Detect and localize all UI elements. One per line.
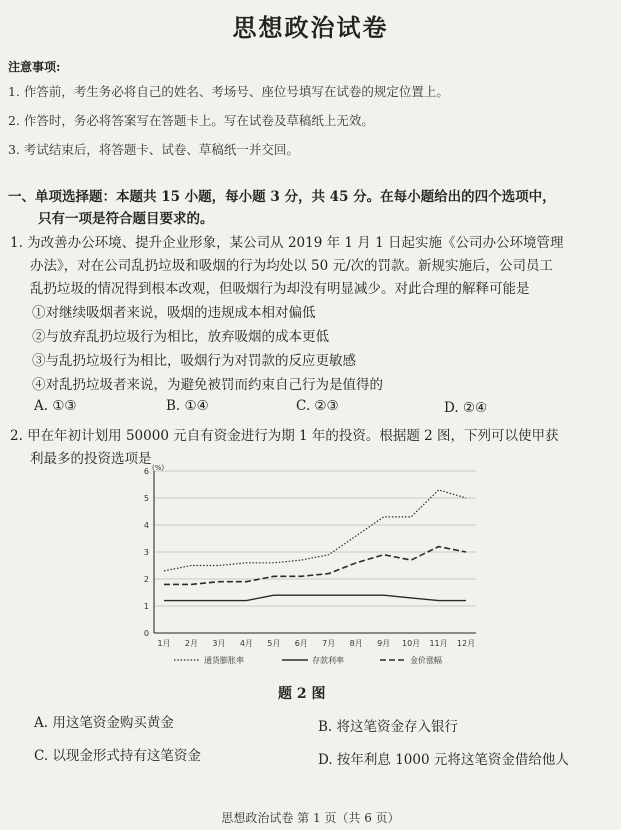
section-heading: 一、单项选择题：本题共 15 小题，每小题 3 分，共 45 分。在每小题给出的四个选项中， (8, 189, 556, 205)
q2-option-b: B. 将这笔资金存入银行 (318, 719, 459, 735)
y-tick-label: 2 (143, 575, 149, 584)
x-tick-label: 3月 (212, 639, 226, 648)
series-line-1 (164, 595, 466, 600)
chart-series (164, 490, 466, 601)
notice-item: 3. 考试结束后，将答题卡、试卷、草稿纸一并交回。 (8, 142, 299, 157)
q1-option-c: C. ②③ (296, 398, 339, 414)
q2-option-c: C. 以现金形式持有这笔资金 (34, 748, 201, 764)
page-title: 思想政治试卷 (232, 13, 389, 42)
q1-stem: 1. 为改善办公环境、提升企业形象，某公司从 2019 年 1 月 1 日起实施《公司办公环境管理 (10, 235, 564, 251)
y-tick-label: 0 (143, 629, 149, 638)
q1-option-a: A. ①③ (34, 398, 77, 414)
y-tick-label: 4 (143, 521, 149, 530)
chart-caption: 题 2 图 (278, 686, 326, 702)
legend-label: 存款利率 (312, 656, 344, 665)
q1-stem: 办法》，对在公司乱扔垃圾和吸烟的行为均处以 50 元/次的罚款。新规实施后，公司员工 (30, 258, 554, 274)
q2-option-a: A. 用这笔资金购买黄金 (34, 715, 174, 731)
x-tick-label: 5月 (267, 639, 281, 648)
x-tick-label: 6月 (294, 639, 308, 648)
q2-stem: 利最多的投资选项是 (30, 451, 152, 467)
x-tick-label: 8月 (349, 639, 363, 648)
chart-legend (174, 655, 442, 665)
x-tick-label: 11月 (429, 639, 448, 648)
chart-grid (154, 471, 476, 606)
x-tick-label: 4月 (239, 639, 253, 648)
y-tick-label: 5 (143, 494, 149, 503)
q1-statement: ③与乱扔垃圾行为相比，吸烟行为对罚款的反应更敏感 (32, 353, 356, 369)
q2-option-d: D. 按年利息 1000 元将这笔资金借给他人 (318, 752, 569, 768)
x-tick-label: 2月 (184, 639, 199, 648)
chart-axes (144, 464, 476, 648)
investment-chart (136, 463, 496, 678)
q1-statement: ①对继续吸烟者来说，吸烟的违规成本相对偏低 (32, 305, 316, 321)
x-tick-label: 7月 (322, 639, 336, 648)
page-footer: 思想政治试卷 第 1 页（共 6 页） (221, 811, 400, 825)
series-line-0 (164, 490, 466, 571)
q1-option-d: D. ②④ (444, 400, 488, 416)
notice-heading: 注意事项: (8, 60, 61, 74)
x-tick-label: 1月 (157, 639, 171, 648)
legend-label: 金价涨幅 (410, 656, 442, 665)
y-axis-unit: (%) (152, 464, 165, 472)
y-tick-label: 6 (143, 467, 149, 476)
q2-stem: 2. 甲在年初计划用 50000 元自有资金进行为期 1 年的投资。根据题 2 图，下列可以使甲获 (10, 428, 559, 444)
legend-label: 通货膨胀率 (204, 656, 244, 665)
section-subheading: 只有一项是符合题目要求的。 (38, 211, 214, 227)
y-tick-label: 3 (143, 548, 149, 557)
x-tick-label: 12月 (456, 639, 476, 648)
x-tick-label: 9月 (377, 639, 391, 648)
q1-stem: 乱扔垃圾的情况得到根本改观，但吸烟行为却没有明显减少。对此合理的解释可能是 (30, 281, 530, 297)
notice-item: 2. 作答时，务必将答案写在答题卡上。写在试卷及草稿纸上无效。 (8, 113, 374, 128)
notice-item: 1. 作答前，考生务必将自己的姓名、考场号、座位号填写在试卷的规定位置上。 (8, 84, 449, 99)
q1-statement: ④对乱扔垃圾者来说，为避免被罚而约束自己行为是值得的 (32, 377, 383, 393)
x-tick-label: 10月 (401, 639, 421, 648)
q1-statement: ②与放弃乱扔垃圾行为相比，放弃吸烟的成本更低 (32, 329, 329, 345)
q1-option-b: B. ①④ (166, 398, 209, 414)
y-tick-label: 1 (143, 602, 149, 611)
